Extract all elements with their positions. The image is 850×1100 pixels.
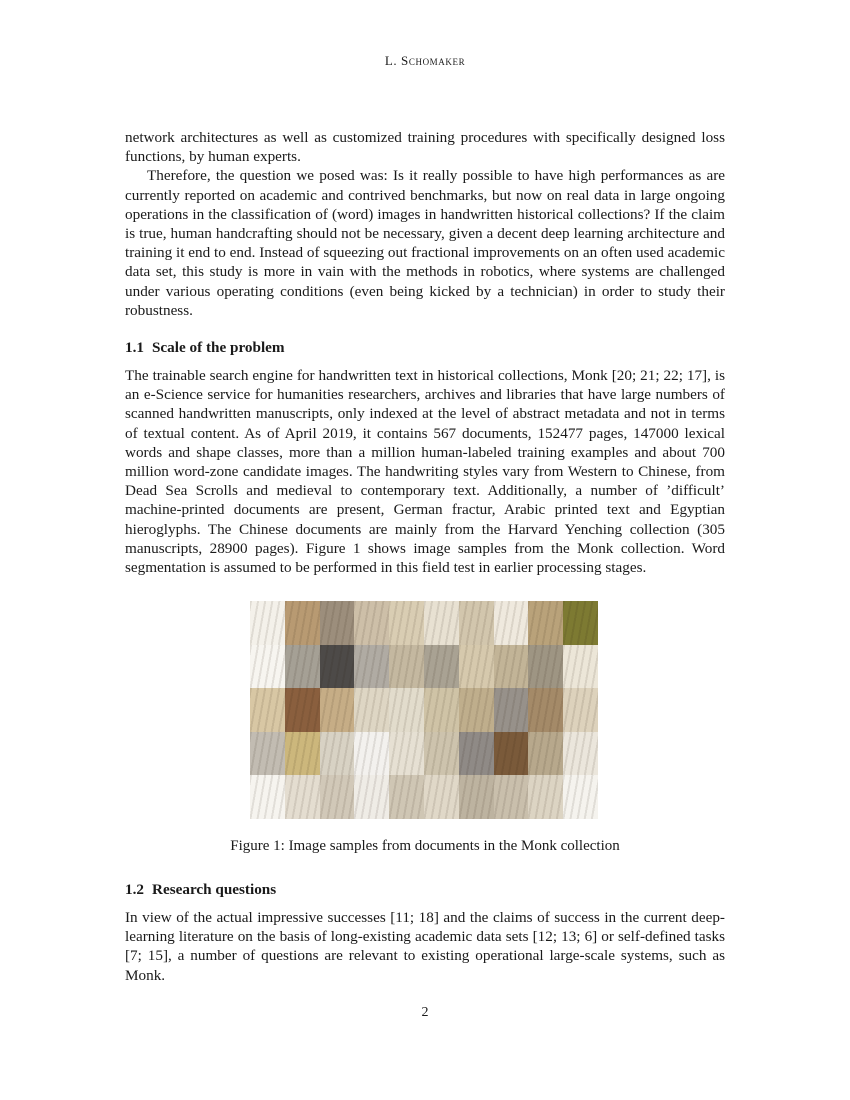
manuscript-sample-tile <box>250 732 285 776</box>
manuscript-sample-tile <box>459 688 494 732</box>
manuscript-sample-tile <box>389 645 424 689</box>
manuscript-sample-tile <box>250 645 285 689</box>
manuscript-sample-tile <box>424 732 459 776</box>
manuscript-sample-tile <box>250 775 285 819</box>
manuscript-sample-tile <box>563 688 598 732</box>
manuscript-sample-tile <box>563 645 598 689</box>
manuscript-sample-tile <box>285 732 320 776</box>
paragraph-scale: The trainable search engine for handwritten text in historical collections, Monk [20; 21; 22; 17], is an e-Science service for humanities researchers, archives and libraries that have large numbers of scanned handwritten manuscripts, only indexed at the level of abstract metadata and not in terms of textual content. As of April 2019, it contains 567 documents, 152477 pages, 147000 lexical words and shape classes, more than a million human-labeled training examples and about 700 million word-zone candidate images. The handwriting styles vary from Western to Chinese, from Dead Sea Scrolls and medieval to contemporary text. Additionally, a number of ’difficult’ machine-printed documents are present, German fractur, Arabic printed text and Egyptian hieroglyphs. The Chinese documents are mainly from the Harvard Yenching collection (305 manuscripts, 28900 pages). Figure 1 shows image samples from the Monk collection. Word segmentation is assumed to be performed in this field test in earlier processing stages. <box>125 367 725 577</box>
manuscript-sample-tile <box>320 601 355 645</box>
manuscript-sample-tile <box>528 688 563 732</box>
section-title: Scale of the problem <box>151 339 285 356</box>
paragraph-question: Therefore, the question we posed was: Is it really possible to have high performances as are currently reported on academic and contrived benchmarks, but now on real data in large ongoing operations in the classification of (word) images in handwritten historical collections? If the claim is true, human handcrafting should not be necessary, given a decent deep learning architecture and training it end to end. Instead of squeezing out fractional improvements on an often used academic data set, this study is more in vain with the methods in robotics, where systems are challenged under various operating conditions (even being kicked by a technician) in order to study their robustness. <box>125 167 725 319</box>
manuscript-sample-tile <box>563 775 598 819</box>
running-head: L. Schomaker <box>384 53 466 68</box>
manuscript-sample-tile <box>459 601 494 645</box>
manuscript-sample-tile <box>354 688 389 732</box>
manuscript-sample-tile <box>528 732 563 776</box>
manuscript-sample-tile <box>320 645 355 689</box>
manuscript-sample-tile <box>494 688 529 732</box>
manuscript-sample-tile <box>494 601 529 645</box>
manuscript-sample-tile <box>459 775 494 819</box>
manuscript-sample-tile <box>459 645 494 689</box>
manuscript-sample-tile <box>389 732 424 776</box>
paragraph-research: In view of the actual impressive successes [11; 18] and the claims of success in the current deep-learning literature on the basis of long-existing academic data sets [12; 13; 6] or self-defined tasks [7; 15], a number of questions are relevant to existing operational large-scale systems, such as Monk. <box>125 909 725 984</box>
manuscript-sample-tile <box>528 601 563 645</box>
manuscript-sample-tile <box>459 732 494 776</box>
manuscript-sample-tile <box>354 645 389 689</box>
manuscript-sample-tile <box>424 645 459 689</box>
manuscript-sample-tile <box>424 688 459 732</box>
manuscript-sample-tile <box>563 732 598 776</box>
paragraph-continuation: network architectures as well as customized training procedures with specifically designed loss functions, by human experts. <box>125 129 725 166</box>
manuscript-sample-tile <box>354 775 389 819</box>
manuscript-sample-tile <box>389 775 424 819</box>
section-heading-1-2 <box>125 880 725 899</box>
manuscript-sample-tile <box>389 601 424 645</box>
section-heading-1-1 <box>125 338 725 357</box>
manuscript-sample-tile <box>285 775 320 819</box>
page-number: 2 <box>421 1005 429 1020</box>
manuscript-sample-tile <box>424 775 459 819</box>
manuscript-sample-tile <box>424 601 459 645</box>
manuscript-sample-tile <box>354 601 389 645</box>
section-number: 1.2 <box>125 881 144 898</box>
manuscript-sample-tile <box>389 688 424 732</box>
manuscript-sample-tile <box>494 732 529 776</box>
manuscript-sample-tile <box>285 688 320 732</box>
section-scale <box>125 338 725 577</box>
manuscript-sample-tile <box>320 775 355 819</box>
manuscript-sample-tile <box>528 645 563 689</box>
manuscript-sample-tile <box>320 688 355 732</box>
section-title: Research questions <box>151 881 277 898</box>
intro-text <box>125 128 725 320</box>
manuscript-sample-tile <box>494 775 529 819</box>
manuscript-sample-tile <box>320 732 355 776</box>
manuscript-sample-tile <box>285 601 320 645</box>
manuscript-sample-tile <box>250 601 285 645</box>
manuscript-sample-tile <box>354 732 389 776</box>
section-number: 1.1 <box>125 339 144 356</box>
manuscript-sample-tile <box>528 775 563 819</box>
manuscript-sample-tile <box>285 645 320 689</box>
manuscript-sample-tile <box>250 688 285 732</box>
manuscript-sample-tile <box>494 645 529 689</box>
figure-image-mosaic <box>250 601 598 819</box>
manuscript-sample-tile <box>563 601 598 645</box>
section-research-questions <box>125 880 725 985</box>
figure-caption: Figure 1: Image samples from documents in the Monk collection <box>230 838 620 854</box>
